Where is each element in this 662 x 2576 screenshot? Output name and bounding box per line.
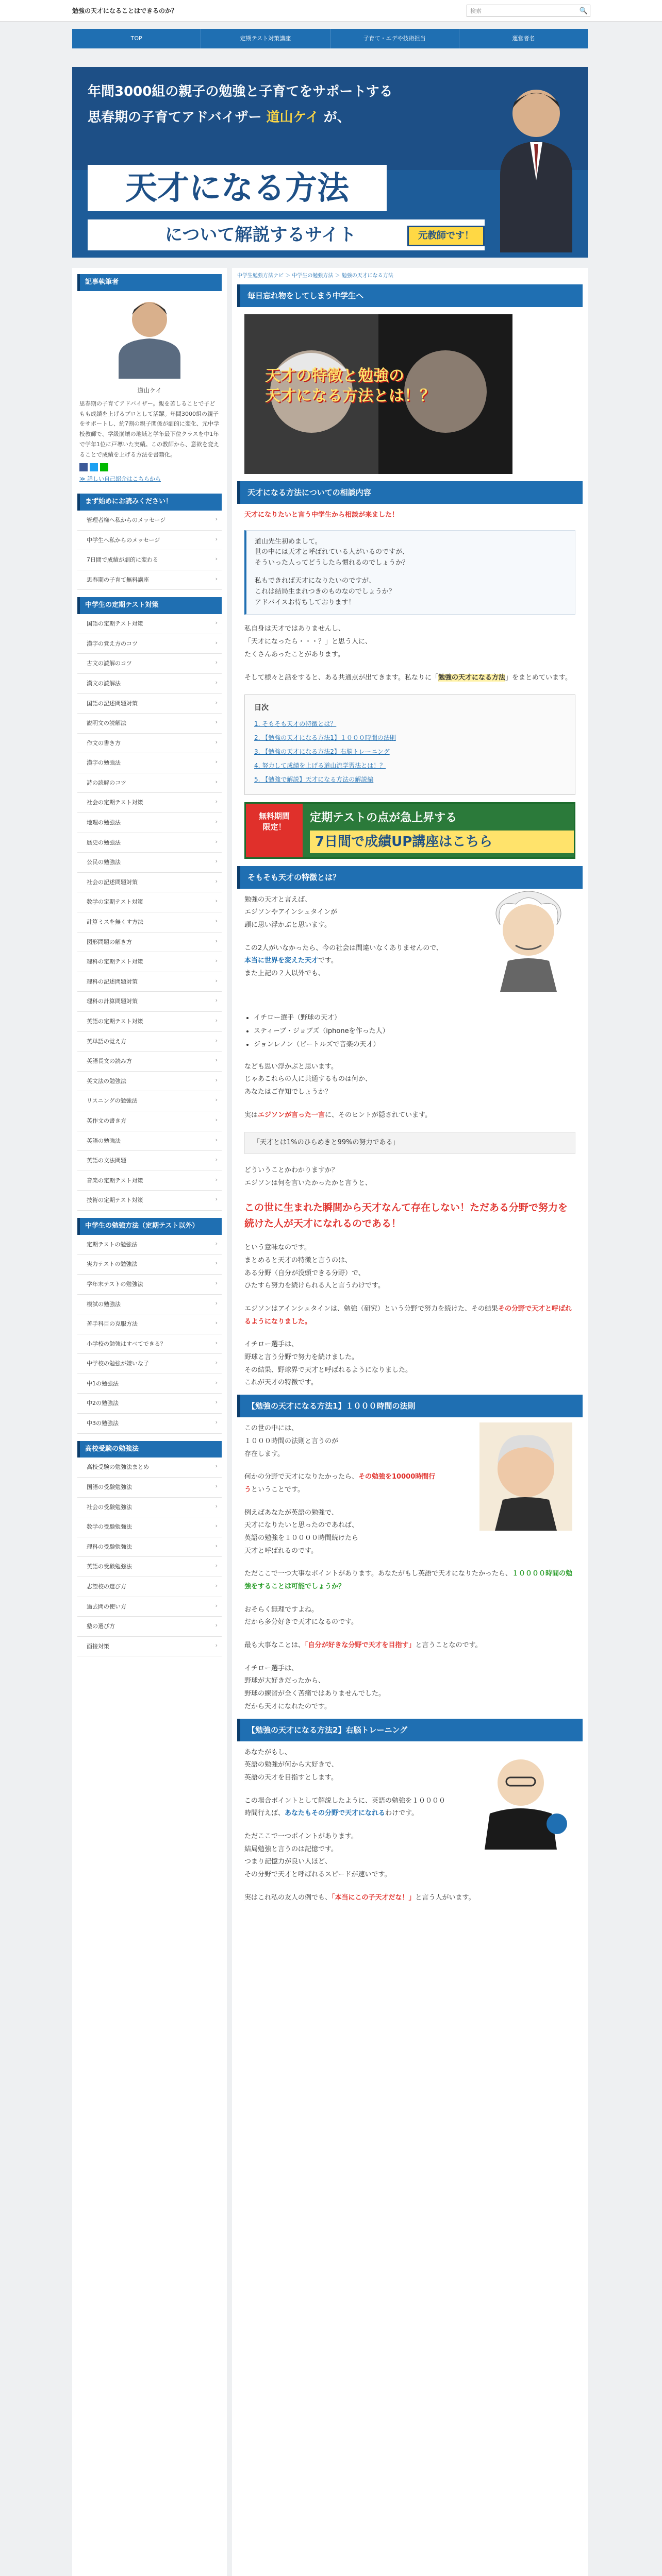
course-banner[interactable]: [244, 802, 575, 859]
text-line: これが天才の特徴です。: [244, 1379, 318, 1387]
paragraph: [232, 1298, 588, 1333]
text: 実はこれ私の友人の例でも、: [244, 1893, 332, 1902]
feature-block: [232, 889, 588, 1007]
text-line: エジソンやアインシュタインが: [244, 908, 337, 917]
menu-item[interactable]: 詩の読解のコツ ›: [77, 773, 222, 793]
text: エジソンはアインシュタインは、勉強（研究）という分野で努力を続けた、その結果: [244, 1305, 498, 1313]
text: と言うことなのです。: [415, 1641, 482, 1650]
sidebar: [72, 268, 227, 2576]
text: 」をまとめています。: [505, 673, 572, 682]
menu-item[interactable]: 国語の定期テスト対策 ›: [77, 614, 222, 634]
text-line: 頭に思い浮かぶと思います。: [244, 921, 331, 929]
consultation-quote: [244, 530, 575, 615]
hero-line-2-pre: 思春期の子育てアドバイザー: [88, 110, 262, 125]
section-heading: 【勉強の天才になる方法2】右脳トレーニング: [237, 1719, 583, 1741]
text-line: なども思い浮かぶと思います。: [244, 1062, 338, 1071]
paragraph: [232, 937, 459, 986]
menu-item[interactable]: 数学の定期テスト対策 ›: [77, 892, 222, 912]
hero-line-1: 年間3000組の親子の勉強と子育てをサポートする: [88, 84, 393, 99]
menu-item[interactable]: 漢文の読解法 ›: [77, 674, 222, 694]
paragraph: [232, 889, 459, 937]
paragraph: [232, 1563, 588, 1598]
menu-item[interactable]: 定期テストの勉強法 ›: [77, 1235, 222, 1255]
menu-item[interactable]: 漢字の勉強法 ›: [77, 753, 222, 773]
text-line: 野球と言う分野で努力を続けました。: [244, 1353, 359, 1362]
toc-title: 目次: [254, 704, 269, 713]
edison-quote: 「天才とは1%のひらめきと99%の努力である」: [244, 1132, 575, 1154]
menu-item[interactable]: 音楽の定期テスト対策 ›: [77, 1171, 222, 1191]
menu-item[interactable]: 模試の勉強法 ›: [77, 1295, 222, 1315]
menu-item[interactable]: 学年末テストの勉強法 ›: [77, 1275, 222, 1295]
text-line: エジソンは何を言いたかったかと言うと、: [244, 1179, 372, 1187]
search-input[interactable]: [467, 5, 590, 17]
author-photo: [490, 77, 583, 252]
hero-subtitle: について解説するサイト: [88, 219, 485, 250]
menu-item[interactable]: 計算ミスを無くす方法 ›: [77, 912, 222, 933]
site-title[interactable]: 勉強の天才になることはできるのか？: [72, 7, 178, 14]
text-line: おそらく無理ですよね。: [244, 1605, 319, 1614]
menu-item[interactable]: 理科の計算問題対策 ›: [77, 992, 222, 1012]
text-line: 英語の勉強を１００００時間続けたら: [244, 1534, 359, 1542]
toc-item[interactable]: 2. 【勉強の天才になる方法1】１０００時間の法則: [254, 734, 396, 741]
text-line: この世の中には、: [244, 1425, 299, 1433]
text: に、そのヒントが隠されています。: [325, 1111, 432, 1119]
section-study-heading: 中学生の勉強方法（定期テスト以外）: [77, 1218, 222, 1235]
twitter-icon[interactable]: [90, 463, 98, 471]
list-item: • ジョンレノン（ビートルズで音楽の天才）: [254, 1038, 575, 1052]
text-line: じゃあこれらの人に共通するものは何か、: [244, 1075, 372, 1083]
paragraph: [232, 1790, 459, 1825]
author-heading: 記事執筆者: [77, 274, 222, 291]
section-heading: 【勉強の天才になる方法1】１０００時間の法則: [237, 1395, 583, 1417]
blue-text: 本当に世界を変えた天才: [244, 957, 319, 965]
green-text: １００００時間の勉強をすることは可能でしょうか？: [244, 1570, 572, 1590]
section-test-heading: 中学生の定期テスト対策: [77, 597, 222, 614]
menu-item[interactable]: 社会の受験勉強法 ›: [77, 1498, 222, 1518]
key-message: この世に生まれた瞬間から天才なんて存在しない！ただある分野で努力を続けた人が天才になれるのである！: [244, 1202, 568, 1229]
paragraph: [232, 1634, 588, 1657]
text-line: 英語の勉強が何から大好きで、: [244, 1761, 338, 1769]
intro-text: 天才になりたいと言う中学生から相談が来ました！: [244, 511, 399, 519]
text-line: 結局勉強と言うのは記憶です。: [244, 1845, 338, 1853]
menu-item[interactable]: 中3の勉強法 ›: [77, 1414, 222, 1434]
text-line: 野球が大好きだったから、: [244, 1677, 325, 1685]
red-text: その分野で天才と呼ばれるようになりました。: [244, 1305, 572, 1326]
section-exam-heading: 高校受験の勉強法: [77, 1441, 222, 1458]
paragraph: [232, 1236, 588, 1298]
menu-item[interactable]: 英語の勉強法 ›: [77, 1131, 222, 1151]
menu-item[interactable]: 中1の勉強法 ›: [77, 1374, 222, 1394]
menu-item[interactable]: 英語の受験勉強法 ›: [77, 1557, 222, 1577]
paragraph: [232, 1104, 588, 1127]
menu-item[interactable]: 英語の定期テスト対策 ›: [77, 1012, 222, 1032]
feature-image: [244, 314, 512, 474]
menu-item[interactable]: 英単語の覚え方 ›: [77, 1032, 222, 1052]
image-caption: 天才の特徴と勉強の 天才になる方法とは！？: [265, 367, 435, 405]
einstein-illustration: [479, 889, 577, 992]
text-line: 英語の天才を目指すとします。: [244, 1773, 338, 1782]
hero-line-2-post: が、: [323, 110, 351, 125]
red-text: 「本当にこの子天才だな！」: [332, 1893, 416, 1902]
section-heading: そもそも天才の特徴とは？: [237, 866, 583, 889]
paragraph: [232, 1887, 588, 1910]
red-text: エジソンが言った一言: [258, 1111, 325, 1119]
hero-author-name: 道山ケイ: [266, 110, 319, 125]
menu-item[interactable]: 塾の選び方 ›: [77, 1617, 222, 1637]
quote-line: これは結局生まれつきのものなのでしょうか？: [255, 587, 395, 596]
menu-item[interactable]: 数学の受験勉強法 ›: [77, 1517, 222, 1537]
text-line: 勉強の天才と言えば、: [244, 895, 312, 904]
menu-item[interactable]: 図形問題の解き方 ›: [77, 933, 222, 953]
text: ただここで一つ大事なポイントがあります。あなたがもし英語で天才になりたかったら、: [244, 1570, 512, 1578]
text-line: という意味なのです。: [244, 1244, 311, 1252]
quote-line: 私もできれば天才になりたいのですが、: [255, 577, 376, 585]
table-of-contents: [244, 694, 575, 794]
text-line: イチロー選手は、: [244, 1341, 299, 1349]
section-heading: 天才になる方法についての相談内容: [237, 481, 583, 504]
paragraph: [232, 667, 588, 690]
cta-free-badge: 無料期間 限定！: [246, 804, 303, 857]
menu-item[interactable]: 管理者様へ私からのメッセージ ›: [77, 511, 222, 531]
text: 何かの分野で天才になりたかったら、: [244, 1473, 359, 1481]
author-bio: 思春期の子育てアドバイザー。親を苦しることで子どもも成績を上げるプロとして活躍。年間3000組の親子をサポートし、約7割の親子関係が劇的に変化、元中学校教師で、学級崩壊の地域と学年最下位クラスを中1年で学年1位に戸導いた実績。この教師から、意欲を変えることで成績を上げる方法を書籍化。: [79, 400, 219, 458]
text-line: つまり記憶力が良い人ほど、: [244, 1858, 332, 1866]
text-line: だから天才になれたのです。: [244, 1702, 331, 1710]
edison-illustration: [479, 1422, 572, 1531]
text: この2人がいなかったら、今の社会は間違いなくありませんので、: [244, 944, 443, 952]
menu-item[interactable]: 中学生へ私からのメッセージ ›: [77, 531, 222, 551]
text: わけです。: [385, 1809, 418, 1818]
author-name: 道山ケイ: [137, 386, 162, 394]
menu-item[interactable]: 古文の読解のコツ ›: [77, 654, 222, 674]
text-line: 私自身は天才ではありませんし、: [244, 625, 345, 633]
menu-item[interactable]: 英語長文の読み方 ›: [77, 1052, 222, 1072]
hero-banner: [72, 67, 588, 258]
text: と言う人がいます。: [415, 1893, 475, 1902]
menu-item[interactable]: 思春期の子育て無料講座 ›: [77, 570, 222, 590]
text-line: 野球の練習が全く苦痛ではありませんでした。: [244, 1690, 386, 1698]
text: です。: [318, 957, 338, 965]
section-start-heading: まず始めにお読みください！: [77, 494, 222, 511]
nav-item-author[interactable]: 運営者名: [512, 35, 535, 42]
quote-line: [255, 569, 567, 576]
text-line: ひたすら努力を続けられる人と言うわけです。: [244, 1282, 385, 1290]
highlight-text: 勉強の天才になる方法: [438, 673, 505, 682]
text-line: たくさんあったことがあります。: [244, 650, 344, 658]
list-item: • スティーブ・ジョブズ（iphoneを作った人）: [254, 1025, 575, 1038]
blue-text: あなたもその分野で天才になれる: [285, 1809, 386, 1818]
menu-item[interactable]: 中2の勉強法 ›: [77, 1394, 222, 1414]
menu-item[interactable]: 英語の文法問題 ›: [77, 1151, 222, 1171]
menu-item[interactable]: 志望校の選び方 ›: [77, 1577, 222, 1597]
menu-item[interactable]: 技術の定期テスト対策 ›: [77, 1191, 222, 1211]
text-line: あなたがもし、: [244, 1748, 292, 1756]
menu-item[interactable]: 作文の書き方 ›: [77, 734, 222, 754]
paragraph: [232, 618, 588, 666]
text-line: 存在します。: [244, 1450, 284, 1458]
menu-item[interactable]: 歴史の勉強法 ›: [77, 833, 222, 853]
menu-item[interactable]: 国語の記述問題対策 ›: [77, 694, 222, 714]
text-line: 「天才になったら・・・？」と思う人に、: [244, 638, 372, 646]
top-bar: [0, 0, 662, 22]
toc-item[interactable]: 3. 【勉強の天才になる方法2】右脳トレーニング: [254, 748, 390, 755]
toc-item[interactable]: 5. 【勉強で解説】天才になる方法の解説編: [254, 776, 374, 784]
toc-item[interactable]: 4. 努力して成績を上げる道山流学習法とは！？: [254, 762, 386, 770]
text-line: 例えばあなたが英語の勉強で、: [244, 1509, 338, 1517]
menu-item[interactable]: 理科の記述問題対策 ›: [77, 972, 222, 992]
text: 最も大事なことは、: [244, 1641, 305, 1650]
main-nav: [72, 29, 588, 48]
red-text: 「自分が好きな分野で天才を目指す」: [305, 1641, 416, 1650]
cta-headline: 定期テストの点が急上昇する: [310, 811, 457, 824]
nav-item-parenting[interactable]: 子育て・エデや技術担当: [330, 29, 459, 48]
search-placeholder: 検索: [470, 8, 482, 14]
menu-item[interactable]: 面接対策 ›: [77, 1637, 222, 1657]
text-line: １０００時間の法則と言うのが: [244, 1437, 339, 1445]
text-line: あなたはご存知でしょうか？: [244, 1088, 332, 1096]
menu-item[interactable]: 7日間で成績が劇的に変わる ›: [77, 550, 222, 570]
quote-line: 道山先生初めまして。: [255, 537, 322, 546]
text-line: 天才と呼ばれるのです。: [244, 1547, 318, 1555]
right-brain-block: [232, 1741, 588, 1825]
menu-item[interactable]: 中学校の勉強が嫌いな子 ›: [77, 1354, 222, 1374]
text-line: ある分野（自分が没頭できる分野）で、: [244, 1269, 365, 1277]
nav-item-test[interactable]: 定期テスト対策講座: [201, 29, 330, 48]
main-content: [232, 268, 588, 2576]
section-heading: 毎日忘れ物をしてしまう中学生へ: [237, 284, 583, 307]
menu-item[interactable]: 過去問の使い方 ›: [77, 1597, 222, 1617]
menu-item[interactable]: 苦手科目の克服方法 ›: [77, 1314, 222, 1334]
hero-title: 天才になる方法: [88, 165, 387, 211]
quote-line: アドバイスお待ちしております！: [255, 598, 355, 606]
profile-link[interactable]: ≫ 詳しい自己紹介はこちらから: [79, 475, 161, 482]
paragraph: [232, 1657, 588, 1719]
menu-item[interactable]: 高校受験の勉強法まとめ ›: [77, 1458, 222, 1478]
text: ということです。: [251, 1485, 304, 1494]
red-text: その勉強を10000時間行う: [244, 1473, 436, 1494]
hero-line-2: [88, 107, 351, 129]
list-item: • イチロー選手（野球の天才）: [254, 1011, 575, 1025]
menu-item[interactable]: 社会の定期テスト対策 ›: [77, 793, 222, 813]
line-icon[interactable]: [100, 463, 108, 471]
paragraph: [232, 1741, 449, 1790]
paragraph: [232, 1159, 588, 1195]
text-line: どういうことかわかりますか？: [244, 1166, 339, 1175]
menu-item[interactable]: 小学校の勉強はすべてできる？ ›: [77, 1334, 222, 1354]
genius-list: [232, 1007, 588, 1056]
search-icon[interactable]: 🔍: [579, 7, 588, 15]
facebook-icon[interactable]: [79, 463, 88, 471]
text-line: だから多分好きで天才になるのです。: [244, 1618, 358, 1626]
text-line: その結果、野球界で天才と呼ばれるようになりました。: [244, 1366, 412, 1374]
author-avatar: [72, 291, 227, 379]
rule-1000-block: [232, 1417, 588, 1501]
hero-badge: 元教師です！: [407, 226, 485, 246]
cta-link-text: 7日間で成績UP講座はこちら: [310, 831, 575, 853]
text-line: まとめると天才の特徴と言うのは、: [244, 1256, 352, 1264]
paragraph: [232, 1466, 449, 1501]
text: この場合ポイントとして解説したように、英語の勉強を１００００時間行えば、: [244, 1797, 446, 1818]
paragraph: [232, 1599, 588, 1634]
paragraph: [232, 1417, 449, 1466]
text-line: イチロー選手は、: [244, 1664, 299, 1672]
jobs-illustration: [469, 1747, 572, 1850]
breadcrumb[interactable]: 中学生勉強方法ナビ ＞ 中学生の勉強方法 ＞ 勉強の天才になる方法: [237, 273, 393, 279]
menu-item[interactable]: 実力テストの勉強法 ›: [77, 1255, 222, 1275]
text-line: ただここで一つポイントがあります。: [244, 1832, 358, 1840]
menu-item[interactable]: 国語の受験勉強法 ›: [77, 1478, 222, 1498]
text-line: 天才になりたいと思ったのであれば、: [244, 1521, 359, 1530]
paragraph: [232, 1333, 588, 1395]
menu-item[interactable]: 英作文の書き方 ›: [77, 1111, 222, 1131]
text: そして様々と話をすると、ある共通点が出てきます。私なりに「: [244, 673, 438, 682]
nav-item-top[interactable]: TOP: [72, 29, 201, 48]
social-links: [72, 463, 227, 471]
menu-item[interactable]: 漢字の覚え方のコツ ›: [77, 634, 222, 654]
menu-item[interactable]: 地理の勉強法 ›: [77, 813, 222, 833]
menu-item[interactable]: 理科の受験勉強法 ›: [77, 1537, 222, 1557]
menu-item[interactable]: 理科の定期テスト対策 ›: [77, 952, 222, 972]
menu-item[interactable]: 英文法の勉強法 ›: [77, 1072, 222, 1092]
menu-item[interactable]: 公民の勉強法 ›: [77, 853, 222, 873]
text-line: その分野で天才と呼ばれるスピードが速いです。: [244, 1871, 391, 1878]
text-line: また上記の２人以外でも、: [244, 969, 325, 977]
text: 実は: [244, 1111, 258, 1119]
quote-line: 世の中には天才と呼ばれている人がいるのですが、: [255, 548, 409, 556]
toc-item[interactable]: 1. そもそも天才の特徴とは？: [254, 720, 337, 727]
quote-line: そういった人ってどうしたら慣れるのでしょうか？: [255, 559, 409, 567]
menu-item[interactable]: 社会の記述問題対策 ›: [77, 873, 222, 893]
menu-item[interactable]: リスニングの勉強法 ›: [77, 1091, 222, 1111]
paragraph: [232, 1056, 588, 1104]
menu-item[interactable]: 説明文の読解法 ›: [77, 714, 222, 734]
